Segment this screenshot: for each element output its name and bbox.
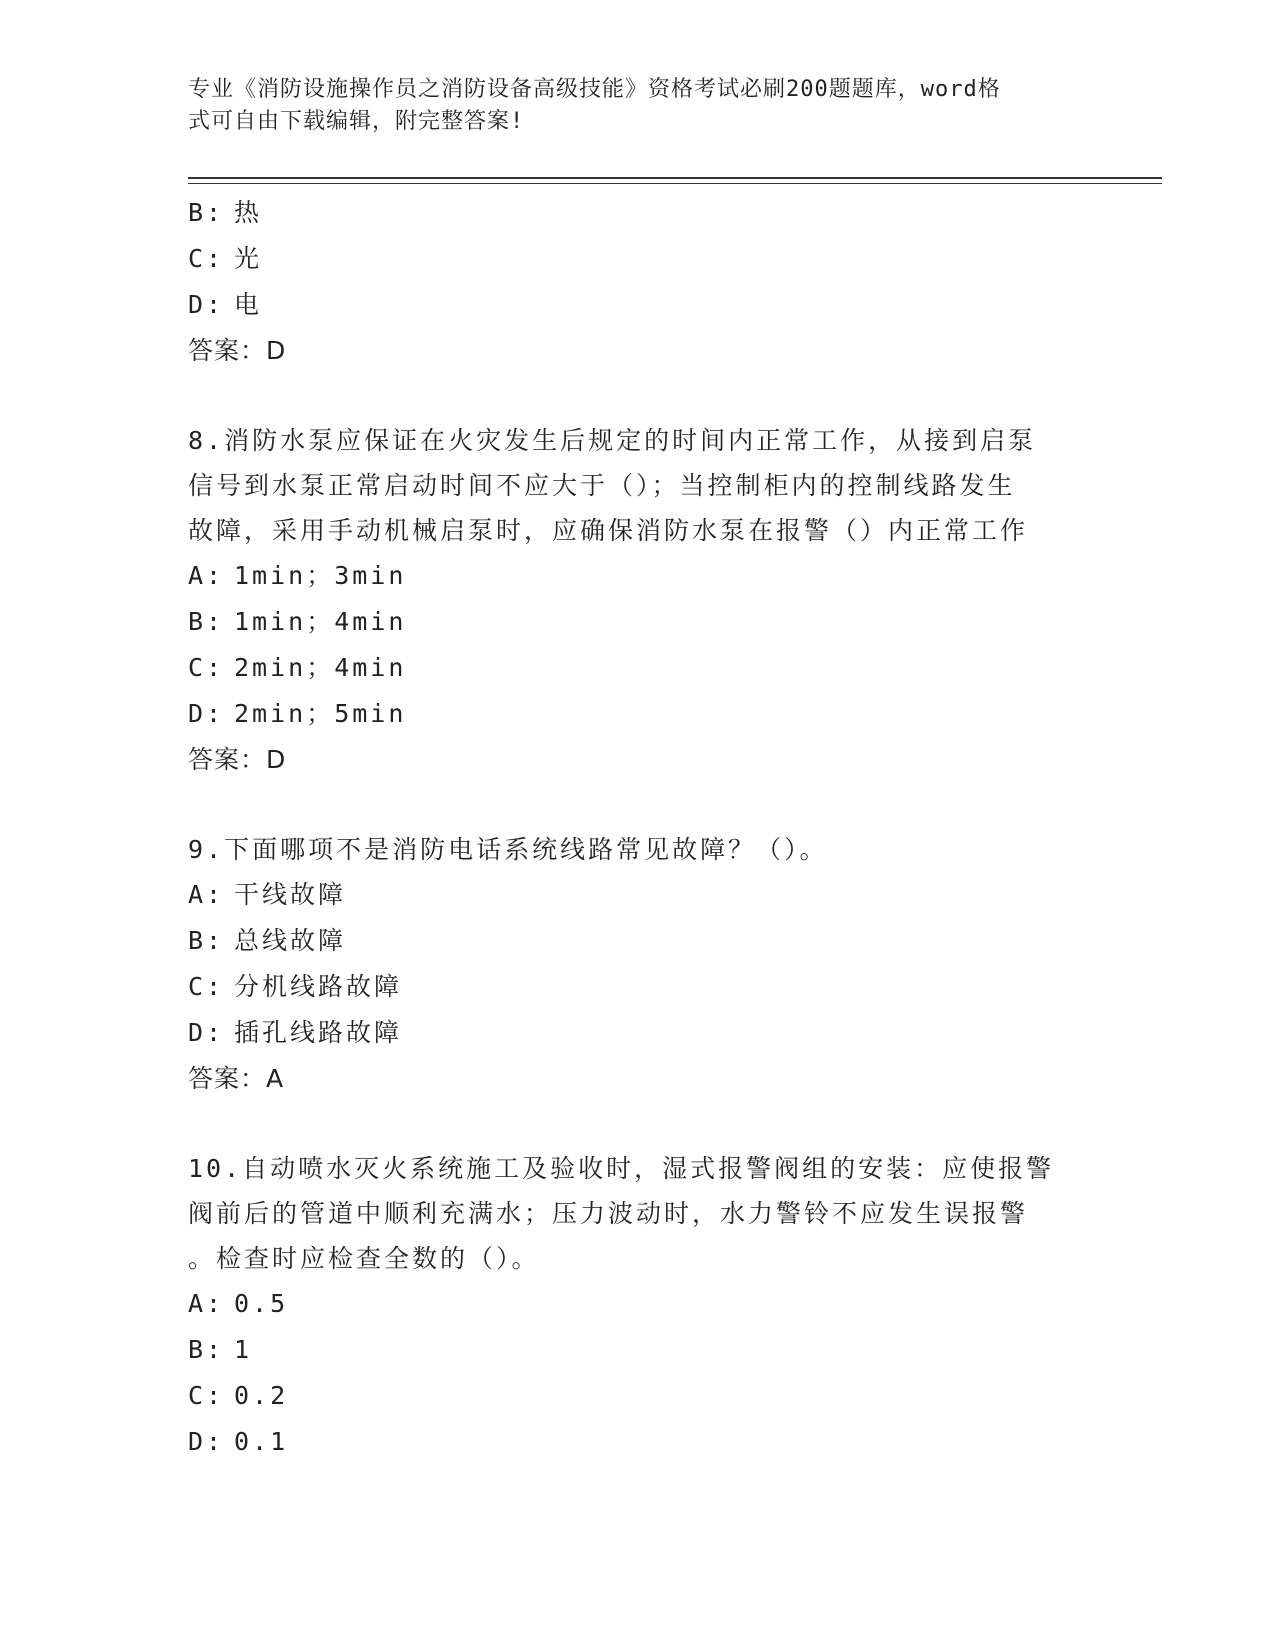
- option-text: 1min；3min: [234, 561, 407, 590]
- stem-line: 9.下面哪项不是消防电话系统线路常见故障？（）。: [188, 835, 828, 864]
- option-letter: D:: [188, 699, 225, 728]
- answer-line: 答案：A: [188, 1064, 285, 1093]
- question-stem: [188, 1146, 1068, 1281]
- spacer: [188, 783, 1088, 827]
- option-row: [188, 1419, 1088, 1465]
- option-text: 0.5: [234, 1289, 289, 1318]
- option-letter: D:: [188, 1427, 225, 1456]
- stem-line: 故障，采用手动机械启泵时，应确保消防水泵在报警（）内正常工作: [188, 516, 1029, 545]
- option-text: 光: [234, 244, 263, 273]
- option-text: 0.2: [234, 1381, 289, 1410]
- option-letter: A:: [188, 1289, 225, 1318]
- option-row: [188, 1327, 1088, 1373]
- answer-line: 答案：D: [188, 745, 287, 774]
- question-stem: [188, 418, 1068, 553]
- option-row: [188, 599, 1088, 645]
- header-title-line-1: 专业《消防设施操作员之消防设备高级技能》资格考试必刷200题题库，word格: [188, 77, 1001, 102]
- stem-line: 10.自动喷水灭火系统施工及验收时，湿式报警阀组的安装：应使报警: [188, 1154, 1055, 1183]
- option-letter: A:: [188, 880, 225, 909]
- option-text: 分机线路故障: [234, 972, 403, 1001]
- stem-line: 信号到水泵正常启动时间不应大于（）；当控制柜内的控制线路发生: [188, 471, 1016, 500]
- option-letter: B:: [188, 198, 225, 227]
- option-letter: B:: [188, 607, 225, 636]
- header-divider-thick: [188, 177, 1162, 179]
- option-letter: C:: [188, 1381, 225, 1410]
- stem-line: 。检查时应检查全数的（）。: [188, 1244, 540, 1273]
- document-header: [188, 74, 1068, 138]
- option-letter: C:: [188, 972, 225, 1001]
- question-stem: [188, 827, 1068, 872]
- header-divider-thin: [188, 183, 1162, 184]
- question-8: [188, 418, 1088, 783]
- option-letter: D:: [188, 1018, 225, 1047]
- spacer: [188, 374, 1088, 418]
- answer-line: 答案：D: [188, 336, 287, 365]
- option-row: [188, 190, 1088, 236]
- stem-line: 8.消防水泵应保证在火灾发生后规定的时间内正常工作，从接到启泵: [188, 426, 1037, 455]
- option-row: [188, 236, 1088, 282]
- option-text: 0.1: [234, 1427, 289, 1456]
- option-letter: B:: [188, 926, 225, 955]
- option-letter: A:: [188, 561, 225, 590]
- option-row: [188, 645, 1088, 691]
- option-text: 1: [234, 1335, 253, 1364]
- option-row: [188, 872, 1088, 918]
- option-text: 插孔线路故障: [234, 1018, 403, 1047]
- option-row: [188, 553, 1088, 599]
- option-text: 2min；5min: [234, 699, 407, 728]
- option-text: 电: [234, 290, 263, 319]
- option-row: [188, 691, 1088, 737]
- question-7-tail: [188, 190, 1088, 374]
- option-text: 2min；4min: [234, 653, 407, 682]
- option-text: 干线故障: [234, 880, 347, 909]
- option-row: [188, 1373, 1088, 1419]
- option-row: [188, 282, 1088, 328]
- option-row: [188, 918, 1088, 964]
- option-letter: C:: [188, 244, 225, 273]
- spacer: [188, 1102, 1088, 1146]
- header-title-line-2: 式可自由下载编辑，附完整答案!: [188, 109, 525, 134]
- option-letter: C:: [188, 653, 225, 682]
- option-row: [188, 964, 1088, 1010]
- option-letter: D:: [188, 290, 225, 319]
- option-row: [188, 1010, 1088, 1056]
- option-row: [188, 1281, 1088, 1327]
- question-10: [188, 1146, 1088, 1465]
- question-list: [188, 190, 1088, 1465]
- option-text: 热: [234, 198, 263, 227]
- option-text: 1min；4min: [234, 607, 407, 636]
- stem-line: 阀前后的管道中顺利充满水；压力波动时，水力警铃不应发生误报警: [188, 1199, 1029, 1228]
- option-letter: B:: [188, 1335, 225, 1364]
- option-text: 总线故障: [234, 926, 347, 955]
- question-9: [188, 827, 1088, 1102]
